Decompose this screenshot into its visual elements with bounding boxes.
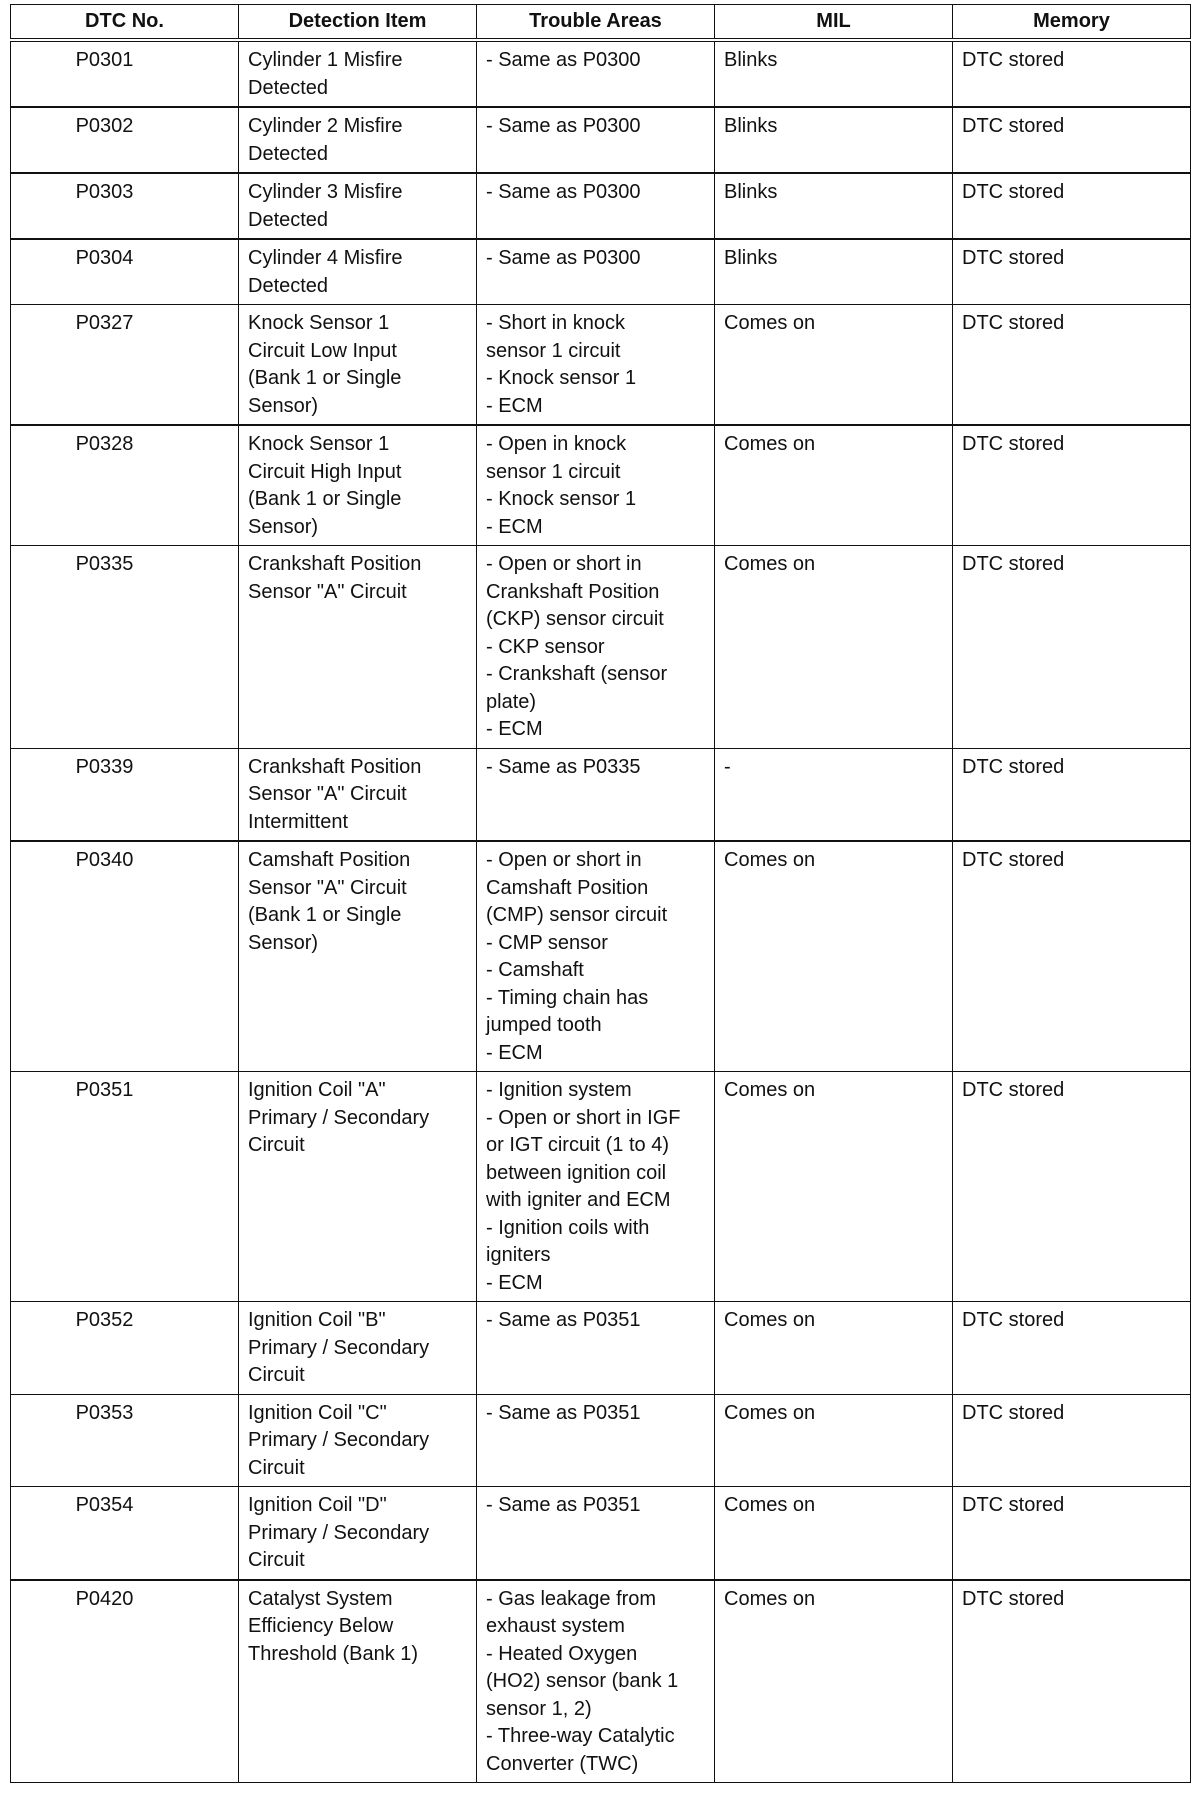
cell-dtc-code: P0354 (11, 1487, 239, 1580)
cell-trouble-areas: - Same as P0300 (477, 40, 715, 107)
cell-memory: DTC stored (953, 1580, 1191, 1783)
cell-dtc-code: P0352 (11, 1302, 239, 1395)
cell-detection-item: Camshaft Position Sensor "A" Circuit (Bank 1 or Single Sensor) (239, 841, 477, 1072)
cell-memory: DTC stored (953, 1394, 1191, 1487)
cell-dtc-code: P0303 (11, 173, 239, 239)
cell-mil: Comes on (715, 305, 953, 426)
cell-trouble-areas: - Same as P0300 (477, 239, 715, 305)
cell-mil: Comes on (715, 546, 953, 749)
cell-detection-item: Cylinder 4 Misfire Detected (239, 239, 477, 305)
table-header (11, 5, 1191, 41)
cell-dtc-code: P0302 (11, 107, 239, 173)
table-row (11, 1487, 1191, 1580)
table-body (11, 40, 1191, 1783)
table-row (11, 239, 1191, 305)
cell-mil: Comes on (715, 1580, 953, 1783)
cell-detection-item: Ignition Coil "D" Primary / Secondary Circuit (239, 1487, 477, 1580)
cell-detection-item: Knock Sensor 1 Circuit High Input (Bank 1 or Single Sensor) (239, 425, 477, 546)
cell-detection-item: Cylinder 1 Misfire Detected (239, 40, 477, 107)
cell-dtc-code: P0420 (11, 1580, 239, 1783)
cell-trouble-areas: - Same as P0335 (477, 748, 715, 841)
cell-trouble-areas: - Open or short in Crankshaft Position (CKP) sensor circuit - CKP sensor - Crankshaft (sensor plate) - ECM (477, 546, 715, 749)
cell-mil: Comes on (715, 1487, 953, 1580)
cell-memory: DTC stored (953, 546, 1191, 749)
cell-memory: DTC stored (953, 305, 1191, 426)
cell-memory: DTC stored (953, 1302, 1191, 1395)
cell-dtc-code: P0328 (11, 425, 239, 546)
dtc-table (10, 4, 1191, 1783)
cell-memory: DTC stored (953, 107, 1191, 173)
table-row (11, 841, 1191, 1072)
table-row (11, 546, 1191, 749)
cell-memory: DTC stored (953, 1072, 1191, 1302)
cell-detection-item: Cylinder 3 Misfire Detected (239, 173, 477, 239)
cell-mil: Comes on (715, 1302, 953, 1395)
table-row (11, 1394, 1191, 1487)
cell-dtc-code: P0339 (11, 748, 239, 841)
cell-mil: Blinks (715, 239, 953, 305)
cell-mil: Comes on (715, 425, 953, 546)
cell-detection-item: Cylinder 2 Misfire Detected (239, 107, 477, 173)
header-mil: MIL (715, 5, 953, 41)
header-row (11, 5, 1191, 41)
cell-trouble-areas: - Gas leakage from exhaust system - Heated Oxygen (HO2) sensor (bank 1 sensor 1, 2) - Three-way Catalytic Converter (TWC) (477, 1580, 715, 1783)
header-dtc-no: DTC No. (11, 5, 239, 41)
cell-trouble-areas: - Same as P0351 (477, 1302, 715, 1395)
cell-memory: DTC stored (953, 748, 1191, 841)
cell-trouble-areas: - Same as P0351 (477, 1487, 715, 1580)
cell-mil: Comes on (715, 1072, 953, 1302)
cell-detection-item: Crankshaft Position Sensor "A" Circuit (239, 546, 477, 749)
cell-memory: DTC stored (953, 173, 1191, 239)
cell-dtc-code: P0327 (11, 305, 239, 426)
header-detection-item: Detection Item (239, 5, 477, 41)
header-memory: Memory (953, 5, 1191, 41)
cell-memory: DTC stored (953, 1487, 1191, 1580)
cell-dtc-code: P0353 (11, 1394, 239, 1487)
cell-detection-item: Knock Sensor 1 Circuit Low Input (Bank 1 or Single Sensor) (239, 305, 477, 426)
cell-trouble-areas: - Ignition system - Open or short in IGF or IGT circuit (1 to 4) between ignition coil with igniter and ECM - Ignition coils with igniters - ECM (477, 1072, 715, 1302)
cell-trouble-areas: - Open or short in Camshaft Position (CMP) sensor circuit - CMP sensor - Camshaft - Timing chain has jumped tooth - ECM (477, 841, 715, 1072)
cell-dtc-code: P0335 (11, 546, 239, 749)
table-row (11, 40, 1191, 107)
cell-dtc-code: P0301 (11, 40, 239, 107)
cell-mil: - (715, 748, 953, 841)
cell-detection-item: Crankshaft Position Sensor "A" Circuit Intermittent (239, 748, 477, 841)
cell-detection-item: Ignition Coil "A" Primary / Secondary Circuit (239, 1072, 477, 1302)
cell-detection-item: Catalyst System Efficiency Below Threshold (Bank 1) (239, 1580, 477, 1783)
table-row (11, 425, 1191, 546)
cell-dtc-code: P0351 (11, 1072, 239, 1302)
table-row (11, 1580, 1191, 1783)
cell-dtc-code: P0340 (11, 841, 239, 1072)
table-row (11, 107, 1191, 173)
table-row (11, 173, 1191, 239)
cell-trouble-areas: - Short in knock sensor 1 circuit - Knock sensor 1 - ECM (477, 305, 715, 426)
cell-memory: DTC stored (953, 425, 1191, 546)
cell-detection-item: Ignition Coil "C" Primary / Secondary Circuit (239, 1394, 477, 1487)
cell-memory: DTC stored (953, 841, 1191, 1072)
table-row (11, 305, 1191, 426)
table-row (11, 748, 1191, 841)
cell-mil: Blinks (715, 173, 953, 239)
cell-trouble-areas: - Same as P0300 (477, 107, 715, 173)
cell-memory: DTC stored (953, 239, 1191, 305)
table-row (11, 1072, 1191, 1302)
cell-mil: Comes on (715, 841, 953, 1072)
header-trouble-areas: Trouble Areas (477, 5, 715, 41)
cell-mil: Comes on (715, 1394, 953, 1487)
cell-trouble-areas: - Same as P0351 (477, 1394, 715, 1487)
cell-trouble-areas: - Open in knock sensor 1 circuit - Knock sensor 1 - ECM (477, 425, 715, 546)
table-row (11, 1302, 1191, 1395)
cell-memory: DTC stored (953, 40, 1191, 107)
cell-trouble-areas: - Same as P0300 (477, 173, 715, 239)
cell-dtc-code: P0304 (11, 239, 239, 305)
cell-mil: Blinks (715, 40, 953, 107)
cell-detection-item: Ignition Coil "B" Primary / Secondary Circuit (239, 1302, 477, 1395)
cell-mil: Blinks (715, 107, 953, 173)
